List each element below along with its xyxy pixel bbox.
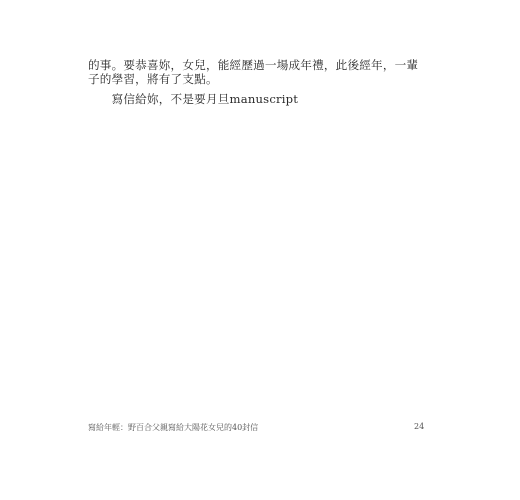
text-line: 的事。要恭喜妳，女兒，能經歷過一場成年禮，此後經年，一輩 <box>88 58 419 72</box>
page-number: 24 <box>414 422 425 431</box>
text-line: 子的學習，將有了支點。 <box>88 72 218 86</box>
text-line: 寫信給妳，不是要月旦manuscript <box>88 92 299 106</box>
running-footer-title: 寫給年輕：野百合父親寫給大陽花女兒的40封信 <box>88 423 259 432</box>
